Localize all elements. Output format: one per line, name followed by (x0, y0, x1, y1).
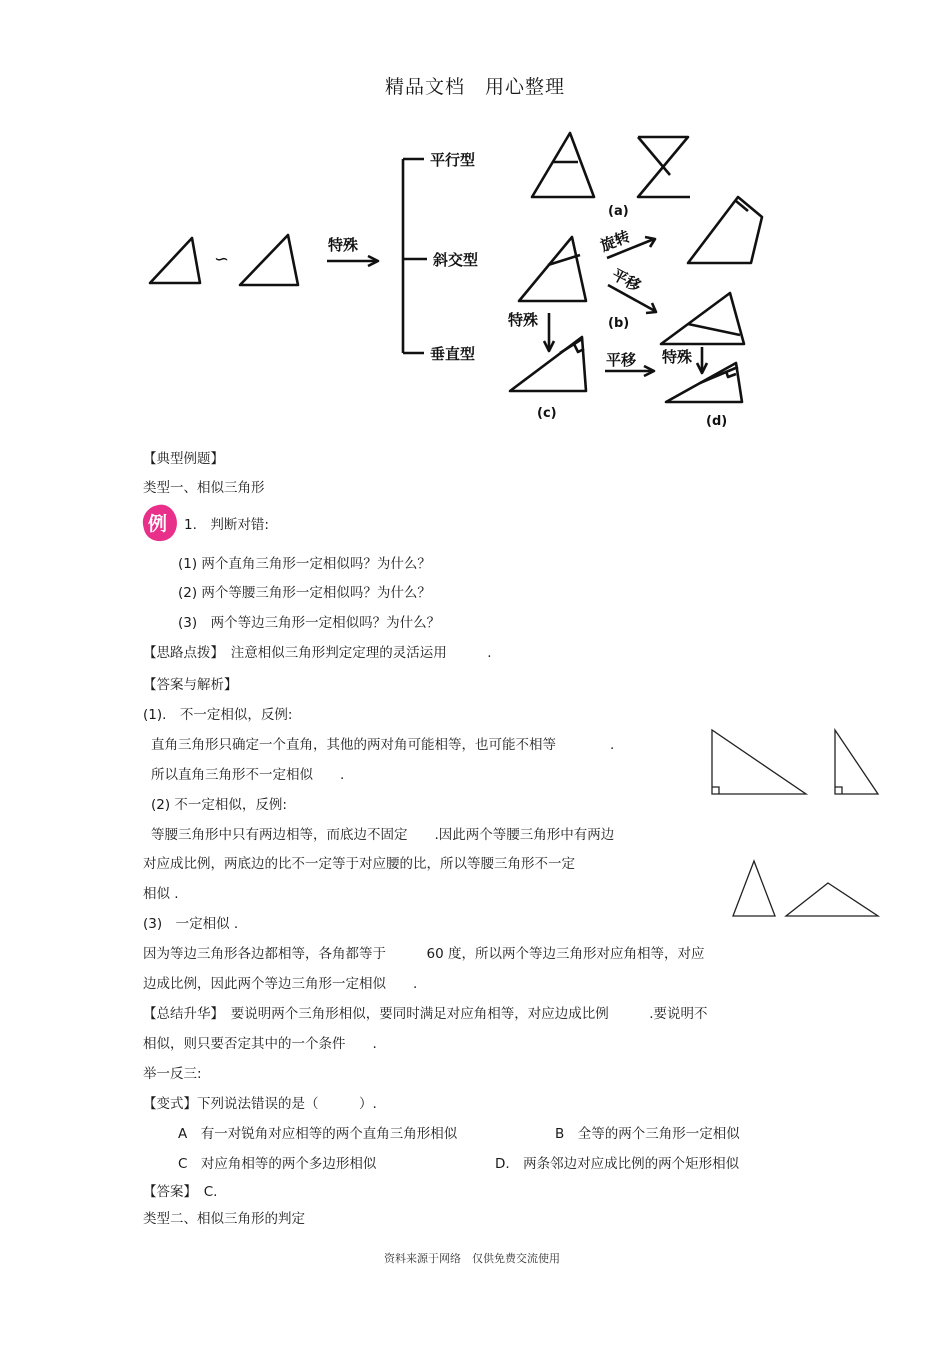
label-c: (c) (537, 406, 557, 421)
label-parallel-type: 平行型 (430, 151, 476, 169)
answer-line: 【答案】 C. (143, 1184, 218, 1200)
answer-2-line-1: 等腰三角形中只有两边相等，而底边不固定 .因此两个等腰三角形中有两边 (151, 827, 615, 843)
answer-2: (2) 不一定相似，反例: (151, 797, 287, 813)
answer-1-line-2: 所以直角三角形不一定相似 . (151, 767, 345, 783)
label-special-b: 特殊 (508, 311, 539, 329)
question-3: (3) 两个等边三角形一定相似吗？为什么？ (178, 615, 441, 631)
question-2: (2) 两个等腰三角形一定相似吗？为什么？ (178, 585, 431, 601)
isosceles-triangle-counterexample (728, 855, 883, 923)
type-one-heading: 类型一、相似三角形 (143, 480, 265, 496)
type-two-heading: 类型二、相似三角形的判定 (143, 1211, 305, 1227)
practice-heading: 举一反三: (143, 1066, 202, 1082)
similar-triangle-classification-diagram (140, 125, 780, 435)
summary-line-2: 相似，则只要否定其中的一个条件 . (143, 1036, 377, 1052)
question-1: (1) 两个直角三角形一定相似吗？为什么？ (178, 556, 431, 572)
hint: 【思路点拨】 注意相似三角形判定定理的灵活运用 . (143, 645, 492, 661)
summary-line-1: 【总结升华】 要说明两个三角形相似，要同时满足对应角相等，对应边成比例 .要说明不 (143, 1006, 708, 1022)
option-c: C 对应角相等的两个多边形相似 (178, 1156, 377, 1172)
rotated-triangle (688, 197, 762, 263)
answer-3: (3) 一定相似 . (143, 916, 239, 932)
answer-title: 【答案与解析】 (143, 677, 238, 693)
triangle-left (150, 238, 200, 283)
label-oblique-type: 斜交型 (433, 251, 479, 269)
label-vertical-type: 垂直型 (430, 345, 476, 363)
right-triangle-counterexample (705, 722, 885, 802)
section-title: 【典型例题】 (143, 451, 224, 467)
question-intro: 1. 判断对错: (184, 517, 269, 533)
answer-2-line-3: 相似 . (143, 886, 179, 902)
label-translate: 平移 (608, 265, 644, 296)
triangle-right (240, 235, 298, 285)
translated-triangle (661, 293, 744, 344)
example-badge (143, 505, 179, 545)
page-footer: 资料来源于网络 仅供免费交流使用 (384, 1252, 560, 1265)
answer-2-line-2: 对应成比例，两底边的比不一定等于对应腰的比，所以等腰三角形不一定 (143, 856, 575, 872)
label-d: (d) (706, 414, 728, 429)
option-a: A 有一对锐角对应相等的两个直角三角形相似 (178, 1126, 458, 1142)
answer-1-line-1: 直角三角形只确定一个直角，其他的两对角可能相等，也可能不相等 . (151, 737, 615, 753)
label-special: 特殊 (328, 236, 359, 254)
label-translate-c: 平移 (606, 351, 637, 369)
page-header: 精品文档 用心整理 (384, 76, 565, 98)
option-b: B 全等的两个三角形一定相似 (555, 1126, 740, 1142)
oblique-triangle (519, 237, 586, 301)
label-special-d: 特殊 (662, 348, 693, 366)
similar-symbol: ∽ (214, 249, 230, 270)
option-d: D. 两条邻边对应成比例的两个矩形相似 (495, 1156, 740, 1172)
answer-1: (1). 不一定相似，反例: (143, 707, 293, 723)
variant-question: 【变式】下列说法错误的是（ ）. (143, 1096, 377, 1112)
answer-3-line-1: 因为等边三角形各边都相等，各角都等于 60 度，所以两个等边三角形对应角相等，对应 (143, 946, 705, 962)
answer-3-line-2: 边成比例，因此两个等边三角形一定相似 . (143, 976, 418, 992)
label-b: (b) (608, 316, 630, 331)
label-a: (a) (608, 204, 629, 219)
parallel-triangle (532, 133, 594, 197)
label-rotate: 旋转 (597, 227, 633, 256)
example-badge-text: 例 (148, 513, 168, 535)
